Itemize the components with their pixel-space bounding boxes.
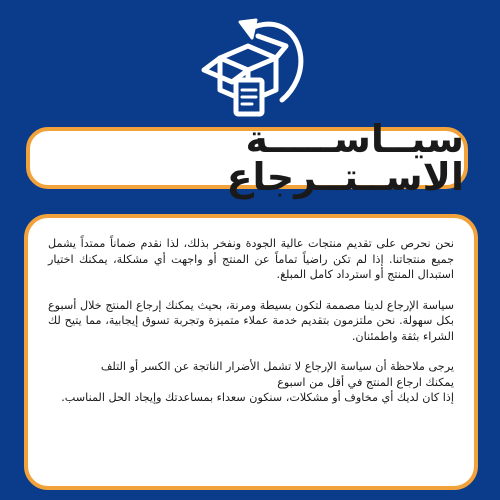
policy-paragraph-2: سياسة الإرجاع لدينا مصممة لتكون بسيطة ومرنة، بحيث يمكنك إرجاع المنتج خلال أسبوع بكل سهولة. نحن ملتزمون بتقديم خدمة عملاء متميزة وتجربة تسوق إيجابية، مما يتيح لك الشراء بثقة واطمئنان.	[48, 298, 454, 343]
policy-notes	[48, 359, 454, 406]
policy-note-1: يرجى ملاحظة أن سياسة الإرجاع لا تشمل الأضرار الناتجة عن الكسر أو التلف	[100, 360, 454, 373]
box-return-icon	[190, 10, 310, 120]
title-banner	[26, 117, 468, 199]
policy-paragraph-1: نحن نحرص على تقديم منتجات عالية الجودة ونفخر بذلك، لذا نقدم ضماناً ممتداً يشمل جميع منتجاتنا. إذا لم تكن راضياً تماماً عن المنتج أو واجهت أي مشكلة، يمكنك اختيار استبدال المنتج أو استرداد كامل المبلغ.	[48, 237, 454, 281]
policy-content-panel	[24, 214, 478, 490]
page-title: سيــاســـــة الاســتــرجاع	[226, 117, 464, 199]
policy-note-3: إذا كان لديك أي مخاوف أو مشكلات، سنكون سعداء بمساعدتك وإيجاد الحل المناسب.	[61, 391, 454, 404]
policy-note-2: يمكنك ارجاع المنتج في أقل من اسبوع	[277, 375, 454, 389]
